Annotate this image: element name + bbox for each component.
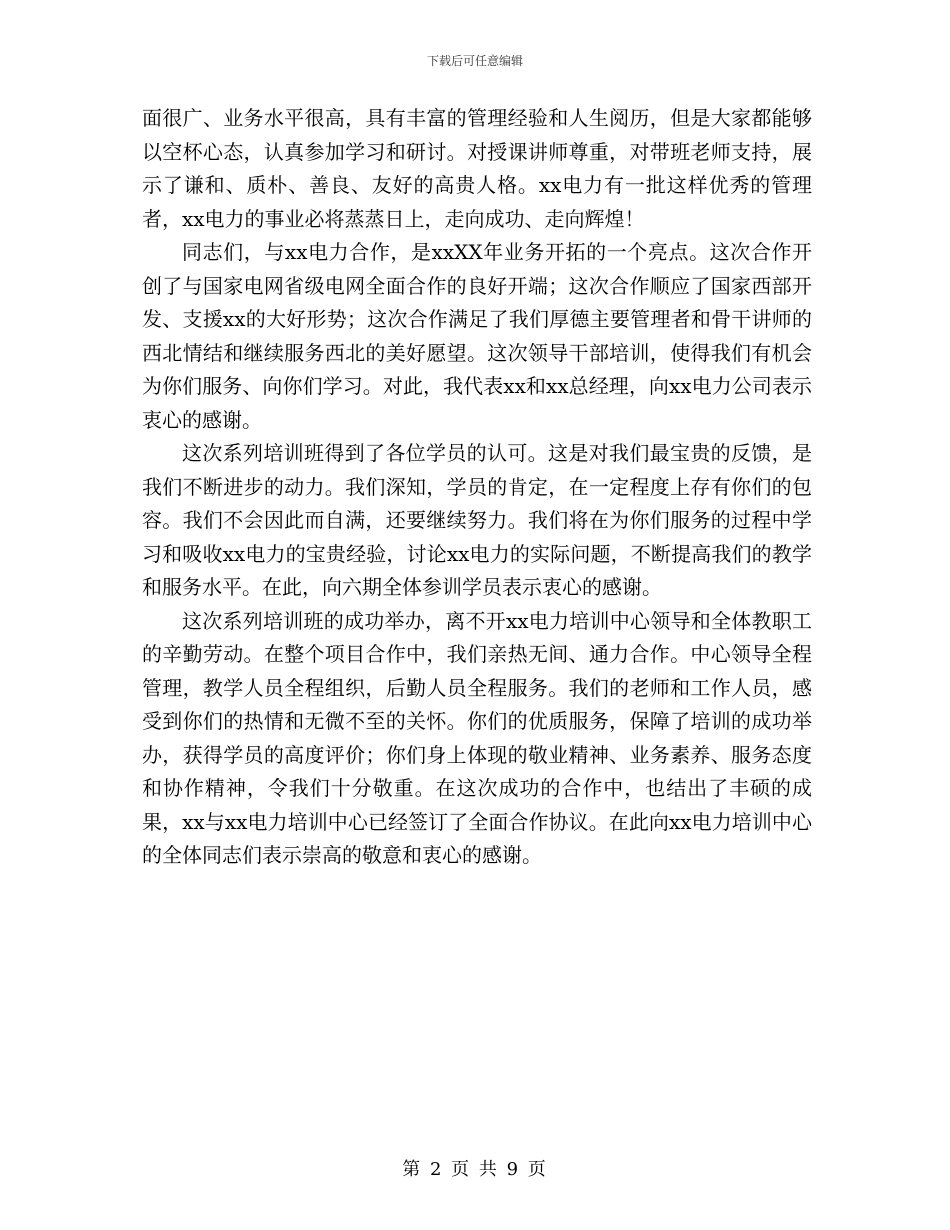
paragraph: 同志们，与xx电力合作，是xxXX年业务开拓的一个亮点。这次合作开创了与国家电网省级电网全面合作的良好开端；这次合作顺应了国家西部开发、支援xx的大好形势；这次合作满足了我们厚德主要管理者和骨干讲师的西北情结和继续服务西北的美好愿望。这次领导干部培训，使得我们有机会为你们服务、向你们学习。对此，我代表xx和xx总经理，向xx电力公司表示衷心的感谢。	[142, 240, 812, 432]
paragraph: 面很广、业务水平很高，具有丰富的管理经验和人生阅历，但是大家都能够以空杯心态，认真参加学习和研讨。对授课讲师尊重，对带班老师支持，展示了谦和、质朴、善良、友好的高贵人格。xx电力有一批这样优秀的管理者，xx电力的事业必将蒸蒸日上，走向成功、走向辉煌！	[142, 106, 812, 231]
page-header: 下载后可任意编辑	[426, 54, 523, 68]
paragraph: 这次系列培训班得到了各位学员的认可。这是对我们最宝贵的反馈，是我们不断进步的动力。我们深知，学员的肯定，在一定程度上存有你们的包容。我们不会因此而自满，还要继续努力。我们将在为你们服务的过程中学习和吸收xx电力的宝贵经验，讨论xx电力的实际问题，不断提高我们的教学和服务水平。在此，向六期全体参训学员表示衷心的感谢。	[142, 441, 812, 599]
page-number-footer: 第 2 页 共 9 页	[402, 1159, 548, 1180]
document-body	[142, 102, 812, 873]
paragraph: 这次系列培训班的成功举办，离不开xx电力培训中心领导和全体教职工的辛勤劳动。在整个项目合作中，我们亲热无间、通力合作。中心领导全程管理，教学人员全程组织，后勤人员全程服务。我们的老师和工作人员，感受到你们的热情和无微不至的关怀。你们的优质服务，保障了培训的成功举办，获得学员的高度评价；你们身上体现的敬业精神、业务素养、服务态度和协作精神，令我们十分敬重。在这次成功的合作中，也结出了丰硕的成果，xx与xx电力培训中心已经签订了全面合作协议。在此向xx电力培训中心的全体同志们表示崇高的敬意和衷心的感谢。	[142, 608, 812, 867]
